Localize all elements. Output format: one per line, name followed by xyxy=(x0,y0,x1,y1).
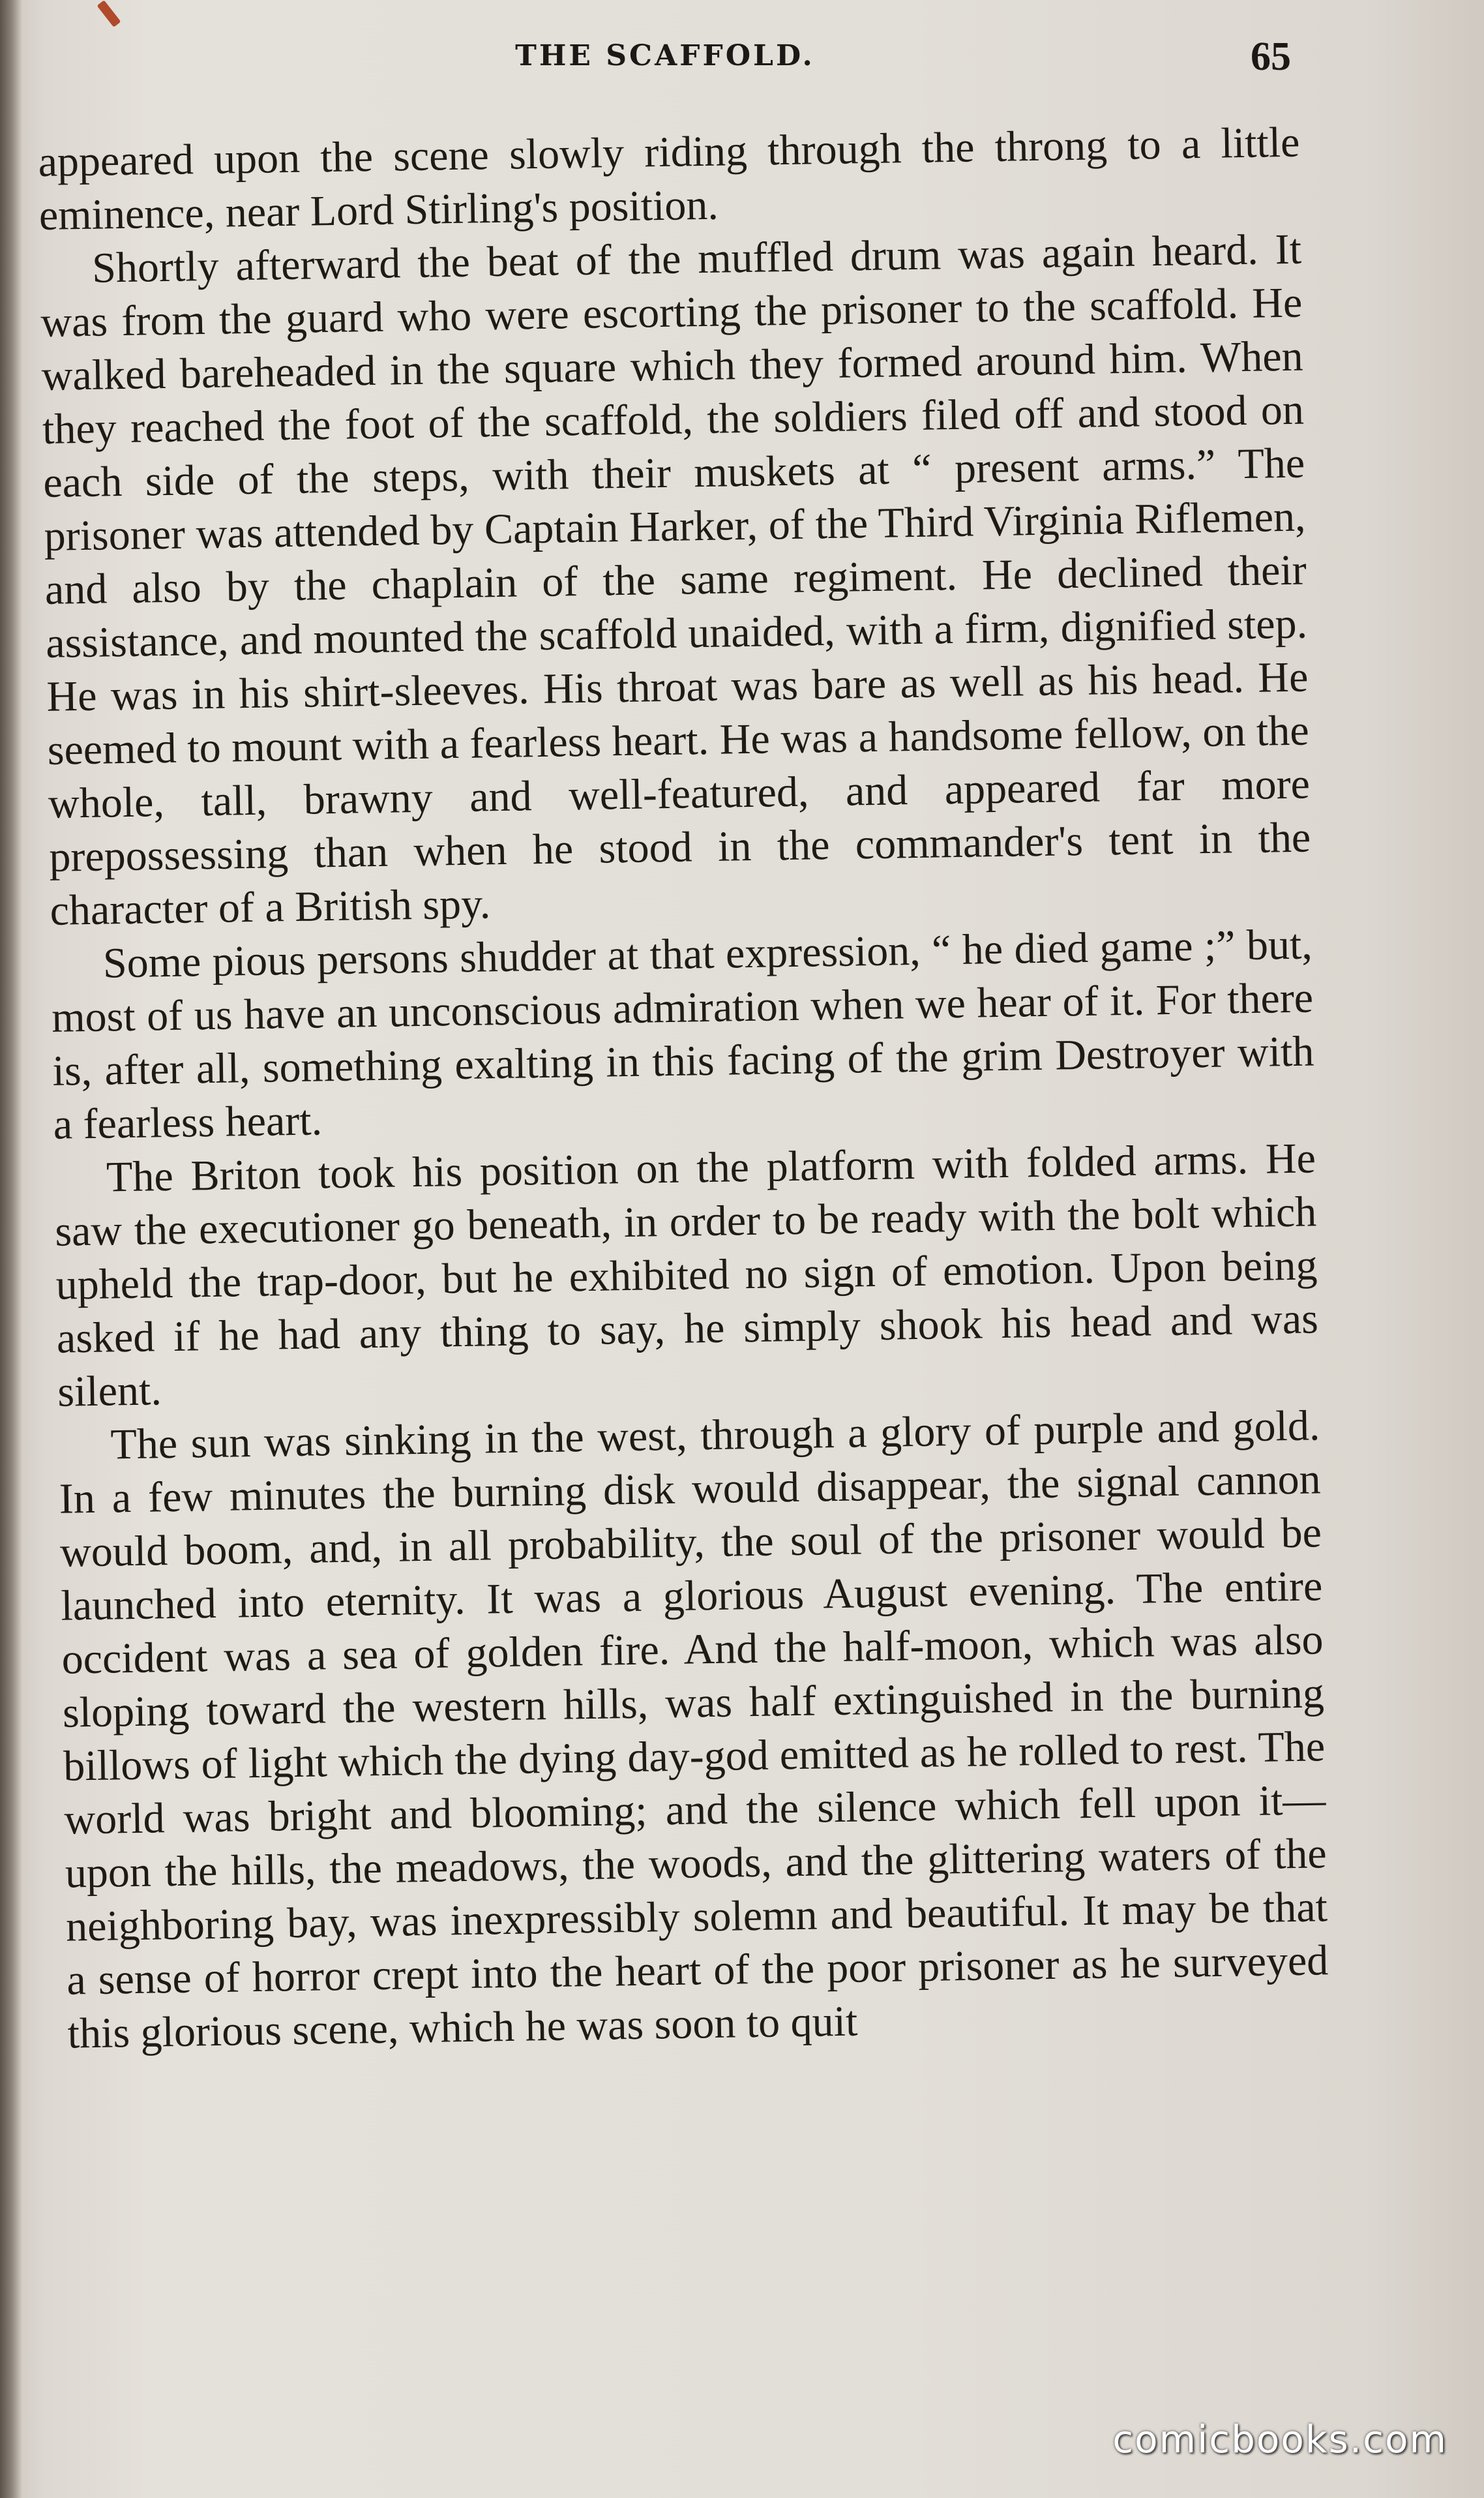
page-number: 65 xyxy=(1251,35,1291,79)
running-head: THE SCAFFOLD. xyxy=(515,39,815,72)
paragraph: appeared upon the scene slowly riding through the throng to a little eminence, near Lord Stirling's position. xyxy=(38,118,1300,239)
watermark: comicbooks.com xyxy=(1112,2417,1447,2461)
paragraph: The Briton took his position on the platform with folded arms. He saw the executioner go beneath, in order to be ready with the bolt which upheld the trap-door, but he exhibited no sign of emotion. Upon being asked if he had any thing to say, he simply shook his head and was silent. xyxy=(54,1134,1319,1416)
page-header xyxy=(39,34,1291,86)
paragraph: The sun was sinking in the west, through a glory of purple and gold. In a few minutes the burning disk would disappear, the signal cannon would boom, and, in all probability, the soul of the prisoner would be launched into eternity. It was a glorious August evening. The entire occident was a sea of golden fire. And the half-moon, which was also sloping toward the western hills, was half extinguished in the burning billows of light which the dying day-god emitted as he rolled to rest. The world was bright and blooming; and the silence which fell upon it—upon the hills, the meadows, the woods, and the glittering waters of the neighboring bay, was inexpressibly solemn and beautiful. It may be that a sense of horror crept into the heart of the poor prisoner as he surveyed this glorious scene, which he was soon to quit xyxy=(59,1402,1329,2058)
body-text xyxy=(38,116,1329,2061)
paragraph: Some pious persons shudder at that expression, “ he died game ;” but, most of us have an unconscious admiration when we hear of it. For there is, after all, something exalting in this facing of the grim Destroyer with a fearless heart. xyxy=(51,920,1314,1149)
book-gutter-shadow xyxy=(0,0,22,2498)
page-smudge-mark xyxy=(97,0,121,27)
paragraph: Shortly afterward the beat of the muffled drum was again heard. It was from the guard who were escorting the prisoner to the scaffold. He walked bareheaded in the square which they formed around him. When they reached the foot of the scaffold, the soldiers filed off and stood on each side of the steps, with their muskets at “ present arms.” The prisoner was attended by Captain Harker, of the Third Virginia Riflemen, and also by the chaplain of the same regiment. He declined their assistance, and mounted the scaffold unaided, with a firm, dignified step. He was in his shirt-sleeves. His throat was bare as well as his head. He seemed to mount with a fearless heart. He was a handsome fellow, on the whole, tall, brawny and well-featured, and appeared far more prepossessing than when he stood in the commander's tent in the character of a British spy. xyxy=(40,225,1311,935)
